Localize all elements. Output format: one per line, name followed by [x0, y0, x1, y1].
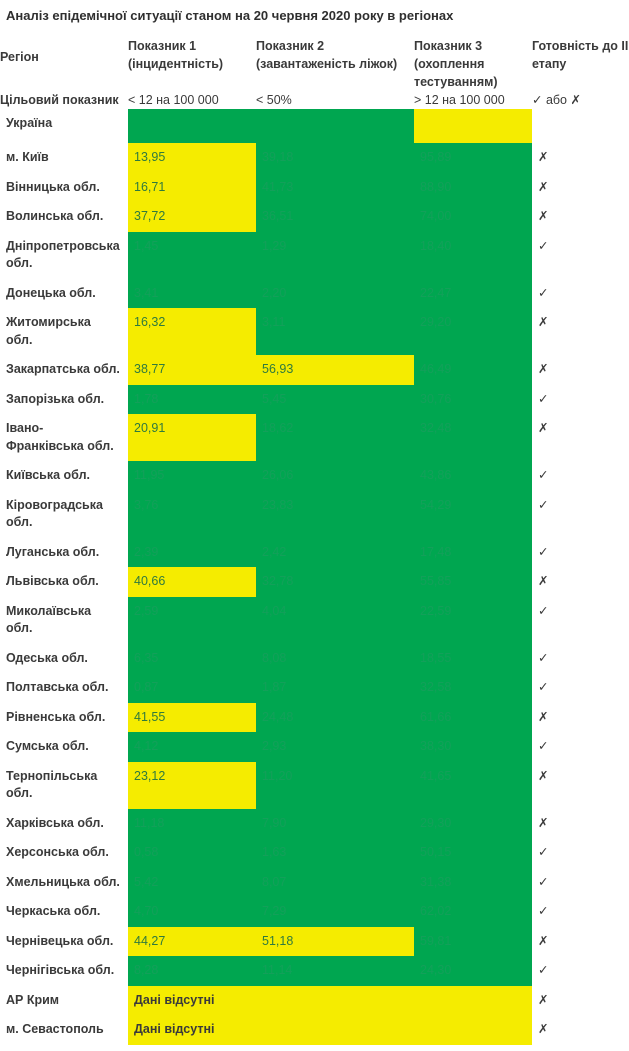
row-readiness-mark: ✓	[532, 956, 629, 986]
row-readiness-mark: ✓	[532, 232, 629, 279]
row-region-name: м. Севастополь	[0, 1015, 128, 1045]
column-header-indicator-1: Показник 1 (інцидентність)	[128, 38, 224, 72]
row-readiness-mark: ✓	[532, 491, 629, 538]
table-row	[0, 109, 629, 143]
row-region-name: Херсонська обл.	[0, 838, 128, 868]
table-row	[0, 567, 629, 597]
row-readiness-mark: ✓	[532, 644, 629, 674]
row-indicator-1-cell: 13,95	[128, 143, 256, 173]
row-indicator-3-cell: 88,90	[414, 173, 532, 203]
row-indicator-2-cell: 7,29	[256, 897, 414, 927]
row-readiness-mark: ✗	[532, 927, 629, 957]
row-indicator-2-cell: 51,18	[256, 927, 414, 957]
row-region-name: Полтавська обл.	[0, 673, 128, 703]
row-indicator-2-cell	[256, 109, 414, 143]
row-region-name: Житомирська обл.	[0, 308, 128, 355]
row-region-name: Миколаївська обл.	[0, 597, 128, 644]
column-header-indicator-3: Показник 3 (охоплення тестуванням)	[414, 38, 498, 90]
row-readiness-mark: ✓	[532, 385, 629, 415]
table-row	[0, 414, 629, 461]
row-indicator-3-cell: 24,30	[414, 956, 532, 986]
table-row	[0, 538, 629, 568]
row-region-name: Львівська обл.	[0, 567, 128, 597]
row-readiness-mark: ✗	[532, 308, 629, 355]
row-readiness-mark: ✗	[532, 762, 629, 809]
row-indicator-3-cell	[414, 109, 532, 143]
row-indicator-2-cell: 4,04	[256, 597, 414, 644]
row-region-name: Черкаська обл.	[0, 897, 128, 927]
table-row	[0, 491, 629, 538]
row-indicator-1-cell	[128, 109, 256, 143]
row-region-name: Закарпатська обл.	[0, 355, 128, 385]
row-indicator-3-cell: 30,76	[414, 385, 532, 415]
row-indicator-1-cell: 3,76	[128, 491, 256, 538]
row-indicator-3-cell: 32,48	[414, 414, 532, 461]
row-indicator-2-cell: 36,51	[256, 202, 414, 232]
row-indicator-2-cell: 11,14	[256, 956, 414, 986]
row-indicator-2-cell: 1,29	[256, 232, 414, 279]
row-readiness-mark: ✓	[532, 673, 629, 703]
row-indicator-2-cell: 2,42	[256, 538, 414, 568]
table-row	[0, 279, 629, 309]
table-row	[0, 461, 629, 491]
row-indicator-2-cell: 11,20	[256, 762, 414, 809]
row-indicator-1-cell: 23,12	[128, 762, 256, 809]
row-indicator-3-cell: 29,20	[414, 308, 532, 355]
row-indicator-2-cell: 2,93	[256, 732, 414, 762]
target-indicator-2: < 50%	[256, 93, 292, 108]
row-region-name: Луганська обл.	[0, 538, 128, 568]
table-row	[0, 597, 629, 644]
row-indicator-2-cell: 32,78	[256, 567, 414, 597]
row-readiness-mark: ✓	[532, 732, 629, 762]
row-indicator-2-cell: 26,06	[256, 461, 414, 491]
target-label: Цільовий показник	[0, 93, 119, 108]
row-indicator-3-cell: 18,40	[414, 232, 532, 279]
row-readiness-mark: ✗	[532, 703, 629, 733]
row-indicator-3-cell: 50,15	[414, 838, 532, 868]
table-row	[0, 355, 629, 385]
row-region-name: Україна	[0, 109, 128, 143]
row-readiness-mark: ✗	[532, 173, 629, 203]
row-region-name: Волинська обл.	[0, 202, 128, 232]
row-indicator-2-cell: 7,90	[256, 809, 414, 839]
row-region-name: Дніпропетровська обл.	[0, 232, 128, 279]
row-indicator-3-cell: 61,66	[414, 703, 532, 733]
row-indicator-2-cell: 23,83	[256, 491, 414, 538]
row-indicator-1-cell: 40,66	[128, 567, 256, 597]
row-indicator-3-cell: 95,89	[414, 143, 532, 173]
table-row	[0, 173, 629, 203]
epidemic-indicators-table	[0, 37, 629, 1045]
row-indicator-2-cell: 1,63	[256, 838, 414, 868]
row-indicator-1-cell: 8,28	[128, 956, 256, 986]
table-header	[0, 37, 629, 110]
row-indicator-2-cell: 3,11	[256, 308, 414, 355]
row-indicator-2-cell: 24,48	[256, 703, 414, 733]
row-indicator-3-cell: 62,02	[414, 897, 532, 927]
row-readiness-mark: ✓	[532, 838, 629, 868]
row-indicator-3-cell: 74,00	[414, 202, 532, 232]
row-indicator-1-cell: 0,58	[128, 838, 256, 868]
row-indicator-3-cell: 31,38	[414, 868, 532, 898]
target-values-row	[0, 91, 629, 109]
row-region-name: Сумська обл.	[0, 732, 128, 762]
row-readiness-mark: ✗	[532, 809, 629, 839]
table-body	[0, 109, 629, 1045]
row-region-name: Харківська обл.	[0, 809, 128, 839]
row-readiness-mark: ✗	[532, 986, 629, 1016]
row-indicator-2-cell: 8,08	[256, 644, 414, 674]
row-readiness-mark: ✓	[532, 897, 629, 927]
row-region-name: Запорізька обл.	[0, 385, 128, 415]
row-readiness-mark: ✗	[532, 1015, 629, 1045]
row-region-name: Кіровоградська обл.	[0, 491, 128, 538]
row-region-name: Чернівецька обл.	[0, 927, 128, 957]
row-indicator-2-cell: 41,73	[256, 173, 414, 203]
row-indicator-3-cell: 22,59	[414, 597, 532, 644]
row-readiness-mark: ✓	[532, 461, 629, 491]
row-indicator-1-cell: 16,71	[128, 173, 256, 203]
row-region-name: Донецька обл.	[0, 279, 128, 309]
row-indicator-2-cell: 5,45	[256, 385, 414, 415]
table-row	[0, 644, 629, 674]
row-region-name: м. Київ	[0, 143, 128, 173]
row-indicator-1-cell: 3,41	[128, 279, 256, 309]
table-row	[0, 986, 629, 1016]
row-indicator-1-cell: 16,32	[128, 308, 256, 355]
row-indicator-1-cell: 1,45	[128, 232, 256, 279]
row-indicator-1-cell: 0,87	[128, 673, 256, 703]
row-indicator-3-cell: 54,29	[414, 491, 532, 538]
row-indicator-1-cell: 5,42	[128, 868, 256, 898]
row-region-name: Тернопільська обл.	[0, 762, 128, 809]
table-row	[0, 202, 629, 232]
row-region-name: Вінницька обл.	[0, 173, 128, 203]
table-row	[0, 956, 629, 986]
row-indicator-3-cell: 59,81	[414, 927, 532, 957]
row-region-name: Чернігівська обл.	[0, 956, 128, 986]
row-indicator-2-cell: 1,87	[256, 673, 414, 703]
table-row	[0, 927, 629, 957]
table-row	[0, 703, 629, 733]
row-indicator-1-cell: 44,27	[128, 927, 256, 957]
row-readiness-mark: ✓	[532, 279, 629, 309]
page-title: Аналіз епідемічної ситуації станом на 20 червня 2020 року в регіонах	[6, 8, 454, 23]
row-indicator-3-cell: 29,30	[414, 809, 532, 839]
row-indicator-3-cell: 22,47	[414, 279, 532, 309]
row-region-name: Одеська обл.	[0, 644, 128, 674]
row-indicator-3-cell: 18,55	[414, 644, 532, 674]
table-row	[0, 838, 629, 868]
row-indicator-1-cell: 11,95	[128, 461, 256, 491]
row-indicator-3-cell: 55,85	[414, 567, 532, 597]
column-header-indicator-2: Показник 2 (завантаженість ліжок)	[256, 38, 398, 72]
target-indicator-3: > 12 на 100 000	[414, 93, 505, 108]
row-indicator-3-cell: 46,49	[414, 355, 532, 385]
row-indicator-2-cell: 56,93	[256, 355, 414, 385]
row-indicator-3-cell: 38,30	[414, 732, 532, 762]
row-region-name: АР Крим	[0, 986, 128, 1016]
row-indicator-3-cell: 43,86	[414, 461, 532, 491]
row-indicator-2-cell: 18,62	[256, 414, 414, 461]
row-readiness-mark	[532, 109, 629, 143]
row-region-name: Рівненська обл.	[0, 703, 128, 733]
row-readiness-mark: ✗	[532, 355, 629, 385]
row-indicator-1-cell: 41,55	[128, 703, 256, 733]
target-readiness: ✓ або ✗	[532, 93, 581, 108]
row-indicator-3-cell: 17,48	[414, 538, 532, 568]
row-indicator-1-cell: 4,70	[128, 897, 256, 927]
column-header-region: Регіон	[0, 50, 39, 65]
row-readiness-mark: ✓	[532, 868, 629, 898]
row-indicator-3-cell: 32,58	[414, 673, 532, 703]
row-indicator-1-cell: 38,77	[128, 355, 256, 385]
row-indicator-1-cell: 6,35	[128, 644, 256, 674]
row-indicator-1-cell: 11,18	[128, 809, 256, 839]
table-row	[0, 897, 629, 927]
row-indicator-1-cell: 37,72	[128, 202, 256, 232]
table-row	[0, 809, 629, 839]
table-row	[0, 732, 629, 762]
table-row	[0, 868, 629, 898]
column-header-readiness: Готовність до ІІ етапу	[532, 38, 629, 72]
target-indicator-1: < 12 на 100 000	[128, 93, 219, 108]
table-row	[0, 308, 629, 355]
row-missing-data: Дані відсутні	[128, 986, 532, 1016]
table-row	[0, 1015, 629, 1045]
row-readiness-mark: ✓	[532, 597, 629, 644]
row-indicator-1-cell: 4,12	[128, 732, 256, 762]
row-region-name: Івано-Франківська обл.	[0, 414, 128, 461]
table-row	[0, 385, 629, 415]
table-row	[0, 232, 629, 279]
row-indicator-2-cell: 2,20	[256, 279, 414, 309]
row-readiness-mark: ✗	[532, 202, 629, 232]
row-region-name: Київська обл.	[0, 461, 128, 491]
row-readiness-mark: ✗	[532, 414, 629, 461]
row-indicator-1-cell: 20,91	[128, 414, 256, 461]
table-row	[0, 762, 629, 809]
row-readiness-mark: ✓	[532, 538, 629, 568]
row-region-name: Хмельницька обл.	[0, 868, 128, 898]
row-indicator-3-cell: 41,65	[414, 762, 532, 809]
row-indicator-2-cell: 8,07	[256, 868, 414, 898]
row-readiness-mark: ✗	[532, 567, 629, 597]
row-indicator-1-cell: 2,39	[128, 538, 256, 568]
row-indicator-2-cell: 39,18	[256, 143, 414, 173]
row-readiness-mark: ✗	[532, 143, 629, 173]
table-row	[0, 673, 629, 703]
row-indicator-1-cell: 1,78	[128, 385, 256, 415]
row-indicator-1-cell: 2,59	[128, 597, 256, 644]
row-missing-data: Дані відсутні	[128, 1015, 532, 1045]
table-row	[0, 143, 629, 173]
